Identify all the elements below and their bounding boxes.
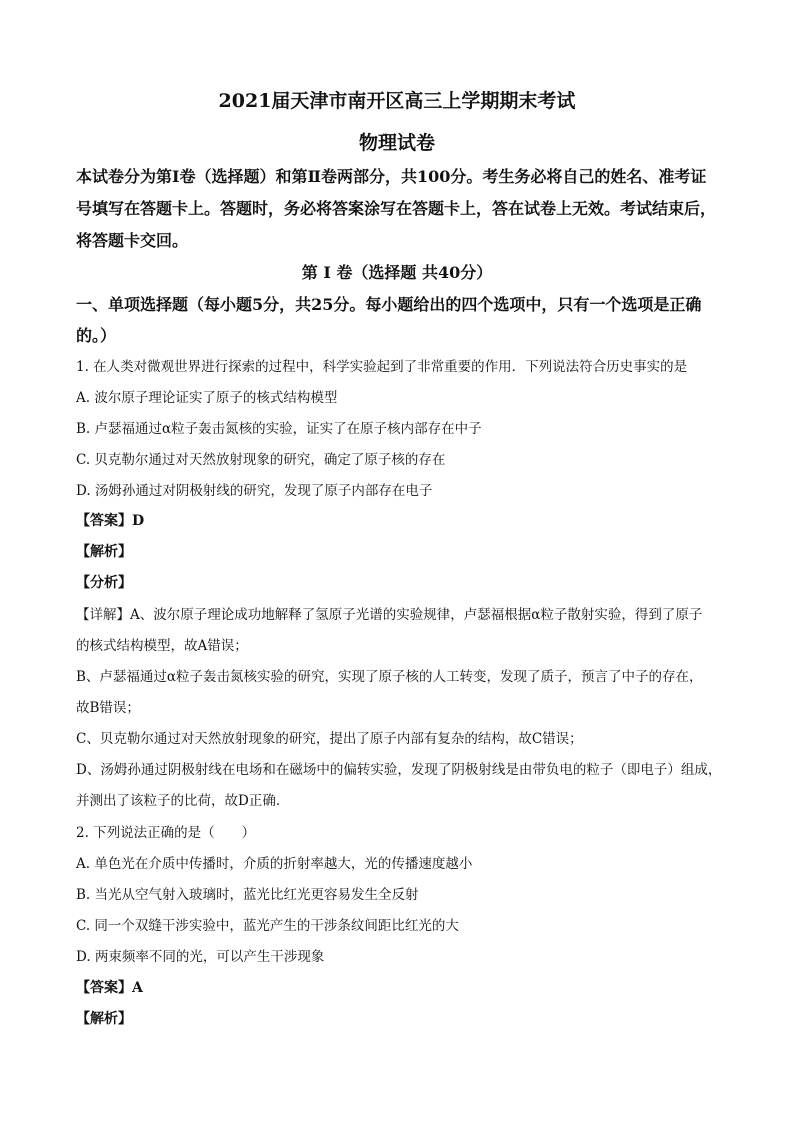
option-c: C. 同一个双缝干涉实验中，蓝光产生的干涉条纹间距比红光的大 <box>76 918 459 934</box>
detail-line: D、汤姆孙通过阴极射线在电场和在磁场中的偏转实验，发现了阴极射线是由带负电的粒子（即电子）组成， <box>76 762 722 778</box>
section-instruction: 一、单项选择题（每小题5分，共25分。每小题给出的四个选项中，只有一个选项是正确 <box>76 295 702 314</box>
option-a: A. 波尔原子理论证实了原子的核式结构模型 <box>76 390 338 406</box>
question-stem: 1. 在人类对微观世界进行探索的过程中，科学实验起到了非常重要的作用．下列说法符合历史事实的是 <box>76 359 688 375</box>
option-d: D. 两束频率不同的光，可以产生干涉现象 <box>76 949 325 965</box>
intro-line: 本试卷分为第Ⅰ卷（选择题）和第Ⅱ卷两部分，共100分。考生务必将自己的姓名、准考证 <box>76 167 707 186</box>
detail-line: 【详解】A、波尔原子理论成功地解释了氢原子光谱的实验规律，卢瑟福根据α粒子散射实验，得到了原子 <box>76 607 703 623</box>
option-d: D. 汤姆孙通过对阴极射线的研究，发现了原子内部存在电子 <box>76 483 433 499</box>
answer-label: 【答案】D <box>76 513 145 529</box>
intro-line: 将答题卡交回。 <box>76 231 189 250</box>
detail-line: 并测出了该粒子的比荷，故D正确． <box>76 793 290 809</box>
intro-line: 号填写在答题卡上。答题时，务必将答案涂写在答题卡上，答在试卷上无效。考试结束后， <box>76 199 717 218</box>
detail-line: C、贝克勒尔通过对天然放射现象的研究，提出了原子内部有复杂的结构，故C错误； <box>76 731 583 747</box>
exam-subtitle: 物理试卷 <box>358 132 435 154</box>
option-a: A. 单色光在介质中传播时，介质的折射率越大，光的传播速度越小 <box>76 856 473 872</box>
section-instruction: 的。） <box>76 326 117 345</box>
analysis-label: 【解析】 <box>76 1011 132 1027</box>
section-title: 第 Ⅰ 卷（选择题 共40分） <box>301 263 493 282</box>
option-b: B. 当光从空气射入玻璃时，蓝光比红光更容易发生全反射 <box>76 887 419 903</box>
analysis-label: 【解析】 <box>76 544 132 560</box>
question-stem: 2. 下列说法正确的是（ ） <box>76 825 256 841</box>
detail-line: 的核式结构模型，故A错误； <box>76 638 248 654</box>
option-b: B. 卢瑟福通过α粒子轰击氮核的实验，证实了在原子核内部存在中子 <box>76 421 482 437</box>
detail-line: B、卢瑟福通过α粒子轰击氮核实验的研究，实现了原子核的人工转变，发现了质子，预言了中子的存在， <box>76 669 703 685</box>
exam-title: 2021届天津市南开区高三上学期期末考试 <box>218 90 576 112</box>
detail-line: 故B错误； <box>76 700 140 716</box>
breakdown-label: 【分析】 <box>76 575 132 591</box>
option-c: C. 贝克勒尔通过对天然放射现象的研究，确定了原子核的存在 <box>76 452 446 468</box>
answer-label: 【答案】A <box>76 980 143 996</box>
